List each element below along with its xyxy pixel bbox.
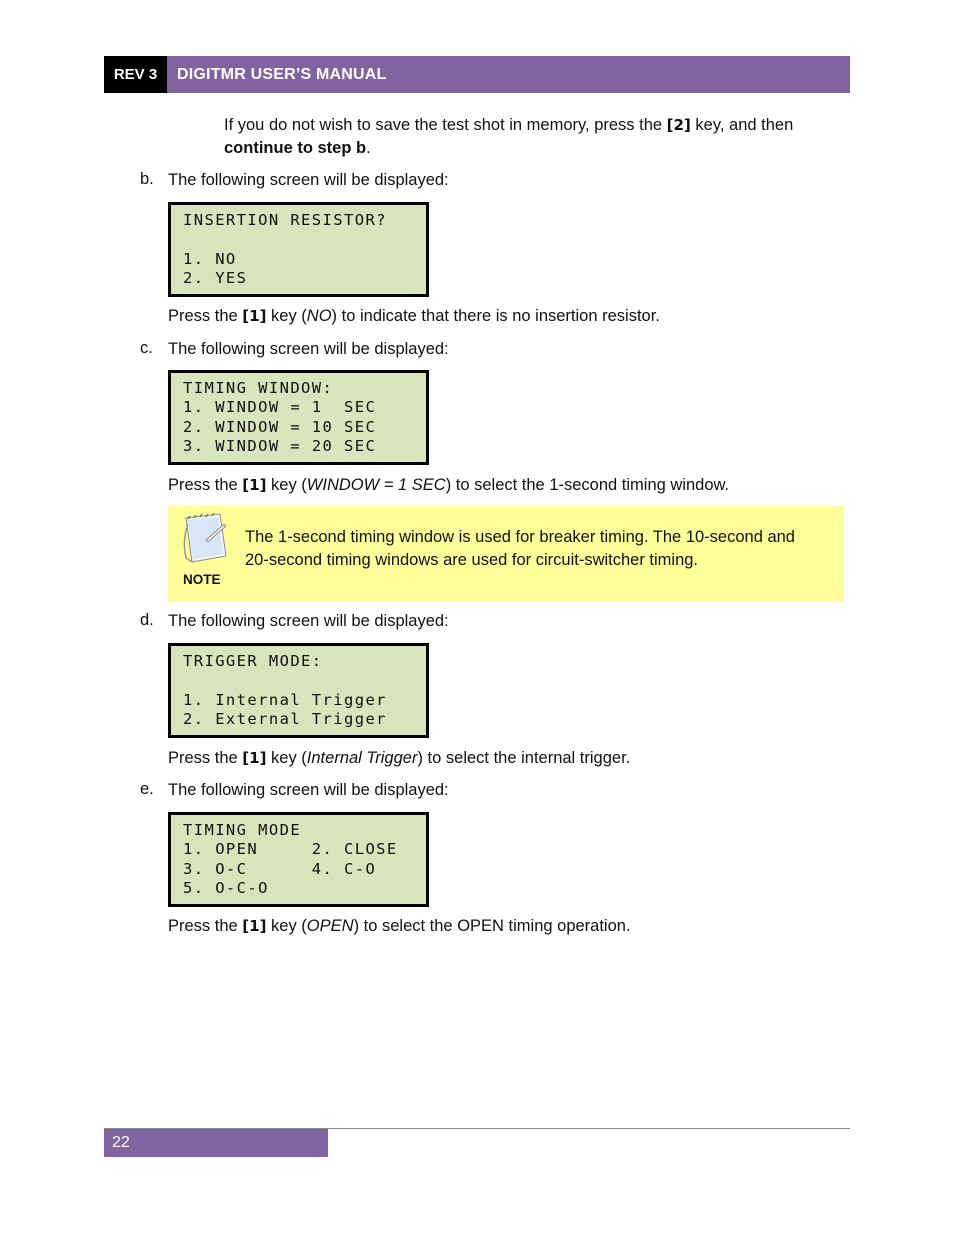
intro-text: If you do not wish to save the test shot in memory, press the — [224, 116, 667, 134]
press-text: Press the — [168, 749, 243, 767]
page-header — [104, 56, 850, 93]
lcd-line: 2. YES — [183, 269, 248, 287]
press-text: Press the — [168, 307, 243, 325]
option-name: Internal Trigger — [306, 749, 418, 767]
option-name: WINDOW = 1 SEC — [306, 476, 446, 494]
manual-title: DIGITMR USER’S MANUAL — [167, 56, 850, 93]
key-1: [1] — [242, 307, 267, 325]
lcd-line: TRIGGER MODE: — [183, 652, 323, 670]
revision-label: REV 3 — [104, 56, 167, 93]
lcd-line: 1. Internal Trigger — [183, 691, 387, 709]
step-c-instruction — [168, 474, 729, 497]
press-text: ) to select the OPEN timing operation. — [353, 917, 631, 935]
note-label: NOTE — [183, 572, 221, 587]
press-text: key ( — [266, 917, 307, 935]
step-label-d: d. — [140, 611, 154, 629]
lcd-line: 1. WINDOW = 1 SEC — [183, 398, 377, 416]
continue-step-b: continue to step b — [224, 139, 367, 157]
step-label-b: b. — [140, 170, 154, 188]
press-text: Press the — [168, 917, 243, 935]
key-2: [2] — [666, 116, 691, 134]
notepad-icon — [176, 512, 230, 564]
note-box — [168, 506, 844, 602]
intro-period: . — [366, 139, 371, 157]
lcd-timing-mode — [168, 812, 429, 907]
step-b-instruction — [168, 305, 660, 328]
intro-text-end: key, and then — [690, 116, 794, 134]
press-text: Press the — [168, 476, 243, 494]
option-name: OPEN — [306, 917, 354, 935]
key-1: [1] — [242, 476, 267, 494]
press-text: ) to select the internal trigger. — [417, 749, 631, 767]
lcd-line: 2. WINDOW = 10 SEC — [183, 418, 377, 436]
step-b-text: The following screen will be displayed: — [168, 171, 449, 189]
lcd-line: TIMING MODE — [183, 821, 302, 839]
step-label-e: e. — [140, 780, 154, 798]
lcd-trigger-mode — [168, 643, 429, 738]
intro-line-1 — [224, 114, 793, 137]
lcd-line: TIMING WINDOW: — [183, 379, 334, 397]
lcd-insertion-resistor — [168, 202, 429, 297]
lcd-line: 5. O-C-O — [183, 879, 269, 897]
note-line-1: The 1-second timing window is used for breaker timing. The 10-second and — [245, 528, 795, 546]
press-text: ) to select the 1-second timing window. — [445, 476, 730, 494]
press-text: key ( — [266, 476, 307, 494]
key-1: [1] — [242, 917, 267, 935]
key-1: [1] — [242, 749, 267, 767]
intro-line-2 — [224, 137, 371, 160]
page-number: 22 — [104, 1129, 328, 1157]
step-d-instruction — [168, 747, 630, 770]
lcd-line: 2. External Trigger — [183, 710, 387, 728]
option-name: NO — [306, 307, 332, 325]
lcd-line: 1. NO — [183, 250, 237, 268]
lcd-line: 3. WINDOW = 20 SEC — [183, 437, 377, 455]
press-text: key ( — [266, 307, 307, 325]
note-line-2: 20-second timing windows are used for circuit-switcher timing. — [245, 551, 699, 569]
lcd-line: 3. O-C 4. C-O — [183, 860, 377, 878]
press-text: ) to indicate that there is no insertion resistor. — [331, 307, 660, 325]
step-e-text: The following screen will be displayed: — [168, 781, 449, 799]
lcd-timing-window — [168, 370, 429, 465]
step-label-c: c. — [140, 339, 153, 357]
step-d-text: The following screen will be displayed: — [168, 612, 449, 630]
note-text — [245, 526, 795, 572]
lcd-line: 1. OPEN 2. CLOSE — [183, 840, 398, 858]
step-c-text: The following screen will be displayed: — [168, 340, 449, 358]
lcd-line: INSERTION RESISTOR? — [183, 211, 387, 229]
press-text: key ( — [266, 749, 307, 767]
step-e-instruction — [168, 915, 631, 938]
